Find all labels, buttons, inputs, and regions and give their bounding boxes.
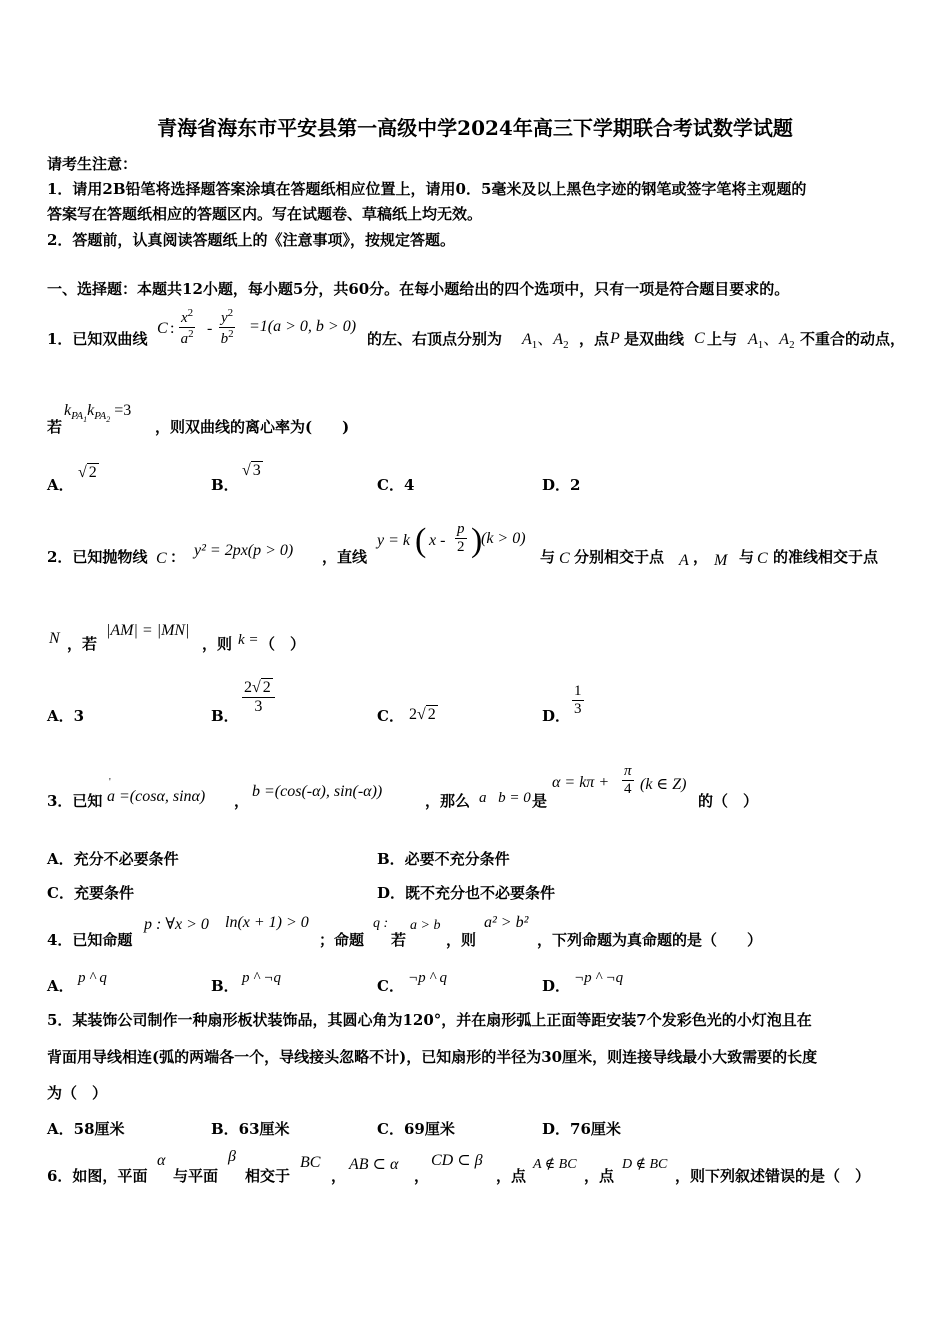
question-6-text: 相交于 [245, 1167, 291, 1185]
option-a: A．充分不必要条件 [47, 850, 179, 868]
option-b: B． [211, 476, 239, 494]
question-5-text: 5．某装饰公司制作一种扇形板状装饰品，其圆心角为120°，并在扇形弧上正面等距安装7个发彩色光的小灯泡且在 [47, 1011, 812, 1029]
point-m: M [714, 552, 728, 569]
notice-line: 1．请用2B铅笔将选择题答案涂填在答题纸相应位置上，请用0．5毫米及以上黑色字迹的钢笔或签字笔将主观题的 [47, 180, 807, 198]
option-c: C． [377, 977, 404, 995]
vector-a: a =(cosα, sinα) [107, 788, 206, 805]
question-1-text: ，点 [579, 330, 610, 348]
vector-arrow: ' [109, 777, 111, 788]
question-5-text: 为（ ） [47, 1084, 108, 1102]
option-c: C． [377, 707, 404, 725]
option-b: B． [211, 977, 239, 995]
proposition-q: q : [373, 916, 389, 931]
question-1-text: 是双曲线 [624, 330, 685, 348]
option-c: C．充要条件 [47, 884, 134, 902]
option-d: D． [542, 977, 571, 995]
plane-alpha: α [157, 1152, 166, 1169]
notice-line: 答案写在答题纸相应的答题区内。写在试题卷、草稿纸上均无效。 [47, 205, 483, 223]
option-c-value: ¬p ^ q [408, 970, 447, 986]
option-b-value: √ 3 [242, 462, 261, 479]
question-4-text: ；命题 [319, 931, 365, 949]
parabola-equation: y² = 2px(p > 0) [194, 542, 294, 559]
question-6-text: 与平面 [173, 1167, 219, 1185]
notice-line: 2．答题前，认真阅读答题纸上的《注意事项》，按规定答题。 [47, 231, 455, 249]
proposition-p: p : ∀x > 0 [144, 916, 209, 933]
question-4-text: ，下列命题为真命题的是（ ） [537, 931, 763, 949]
vertex-a1: $A_1$、$A_2$ [522, 331, 569, 352]
option-a: A．3 [47, 707, 85, 725]
point-p: P [610, 330, 620, 347]
plane-beta: β [228, 1148, 236, 1165]
question-2-text: ，则 [202, 635, 233, 653]
question-2-text: 分别相交于点 [574, 548, 665, 566]
question-6-text: ， [414, 1167, 430, 1185]
question-2-text: 与 [540, 548, 556, 566]
question-4-text: ，则 [446, 931, 477, 949]
question-3-text: 3．已知 [47, 792, 103, 810]
dot-product: a⃞b = 0 [479, 790, 531, 806]
question-2-text: 的准线相交于点 [773, 548, 879, 566]
question-2-text: （ ） [260, 635, 306, 653]
page-title: 青海省海东市平安县第一高级中学2024年高三下学期联合考试数学试题 [157, 116, 793, 140]
question-2-text: ， [693, 548, 709, 566]
question-2-text: ，直线 [322, 548, 368, 566]
point-n: N [49, 630, 60, 647]
question-2-text: ： [170, 548, 186, 566]
vertex-a2: $A_1$、$A_2$ [748, 331, 795, 352]
option-d: D．既不充分也不必要条件 [377, 884, 556, 902]
question-2-text: 2．已知抛物线 [47, 548, 148, 566]
option-b-value: $\frac{2√ 2}{3}$ [242, 680, 275, 715]
question-6-text: ，则下列叙述错误的是（ ） [675, 1167, 871, 1185]
d-not-in-bc: D ∉ BC [622, 1157, 668, 1172]
question-6-text: ， [331, 1167, 347, 1185]
option-d: D． [542, 707, 571, 725]
option-b-value: p ^ ¬q [242, 970, 281, 986]
option-d: D．2 [542, 476, 581, 494]
option-d-value: $\frac{1}{3}$ [574, 683, 582, 717]
option-d-value: ¬p ^ ¬q [574, 970, 624, 986]
curve-c: C [757, 550, 768, 567]
question-1-text: 的左、右顶点分别为 [367, 330, 503, 348]
line-bc: BC [300, 1154, 321, 1171]
question-4-text: 若 [391, 931, 407, 949]
question-1-text: 上与 [707, 330, 738, 348]
curve-c: C [156, 550, 167, 567]
option-a: A．58厘米 [47, 1120, 125, 1138]
section-heading: 一、选择题：本题共12小题，每小题5分，共60分。在每小题给出的四个选项中，只有一项是符合题目要求的。 [47, 280, 790, 298]
option-b: B． [211, 707, 239, 725]
curve-c: C [559, 550, 570, 567]
option-c: C．4 [377, 476, 415, 494]
question-1-text: ，则双曲线的离心率为( ) [155, 418, 350, 436]
question-3-text: 是 [532, 792, 548, 810]
ab-subset: AB ⊂ α [349, 1156, 399, 1173]
question-6-text: 6．如图，平面 [47, 1167, 148, 1185]
option-a: A． [47, 476, 74, 494]
question-1-text: 不重合的动点， [800, 330, 906, 348]
question-6-text: ，点 [584, 1167, 615, 1185]
option-b: B．必要不充分条件 [377, 850, 510, 868]
distance-equation: |AM| = |MN| [106, 622, 190, 639]
option-c-value: 2√ 2 [409, 706, 436, 723]
cd-subset: CD ⊂ β [431, 1152, 483, 1169]
question-3-text: ， [234, 792, 250, 810]
question-2-text: ，若 [67, 635, 98, 653]
k-variable: k = [238, 632, 259, 648]
square-inequality: a² > b² [484, 914, 529, 931]
option-d: D．76厘米 [542, 1120, 621, 1138]
log-inequality: ln(x + 1) > 0 [225, 914, 309, 931]
question-1-text: 若 [47, 418, 63, 436]
notice-heading: 请考生注意： [47, 155, 138, 173]
question-3-text: 的（ ） [698, 792, 759, 810]
option-b: B．63厘米 [211, 1120, 290, 1138]
question-4-text: 4．已知命题 [47, 931, 133, 949]
curve-c: C [694, 330, 705, 347]
question-5-text: 背面用导线相连(弧的两端各一个，导线接头忽略不计)，已知扇形的半径为30厘米，则连接导线最小大致需要的长度 [47, 1048, 818, 1066]
question-6-text: ，点 [496, 1167, 527, 1185]
option-a-value: p ^ q [78, 970, 107, 986]
point-a: A [679, 552, 689, 569]
question-2-text: 与 [739, 548, 755, 566]
option-a-value: √ 2 [78, 464, 97, 481]
question-3-text: ，那么 [425, 792, 471, 810]
vector-b: b =(cos(-α), sin(-α)) [252, 783, 383, 800]
option-c: C．69厘米 [377, 1120, 455, 1138]
option-a: A． [47, 977, 74, 995]
a-not-in-bc: A ∉ BC [533, 1157, 577, 1172]
question-1-text: 1．已知双曲线 [47, 330, 148, 348]
slope-product: $k_{PA_1}k_{PA_2}=3$ [64, 402, 132, 425]
a-gt-b: a > b [410, 918, 441, 933]
